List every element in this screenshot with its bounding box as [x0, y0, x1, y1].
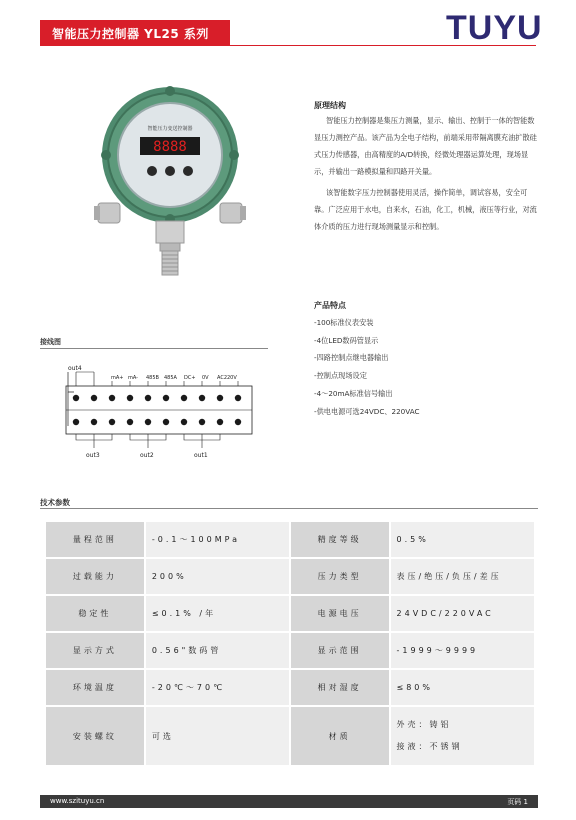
feature-item: -四路控制点继电器输出 — [314, 353, 389, 363]
table-row — [46, 559, 534, 594]
svg-text:485A: 485A — [164, 375, 177, 381]
spec-value: 24VDC/220VAC — [391, 596, 534, 631]
spec-key: 稳定性 — [46, 596, 144, 631]
principle-paragraph-1: 智能压力控制器是集压力测量，显示、输出、控制于一体的智能数显压力测控产品。该产品为全电子结构，前端采用带隔离膜充油扩散硅式压力传感器，由高精度的A/D转换，经微处理器运算处理，现场显示，并输出一路模拟量和四路开关量。 — [314, 116, 537, 176]
page-title: 智能压力控制器 YL25 系列 — [52, 27, 209, 41]
spec-key: 压力类型 — [291, 559, 389, 594]
svg-text:AC220V: AC220V — [217, 375, 237, 381]
spec-key: 显示方式 — [46, 633, 144, 668]
wiring-divider — [40, 348, 268, 349]
spec-key: 显示范围 — [291, 633, 389, 668]
svg-text:485B: 485B — [146, 375, 159, 381]
material-housing: 外壳：铸铝 — [396, 720, 452, 729]
spec-value: 200% — [146, 559, 289, 594]
wiring-title: 接线图 — [40, 338, 61, 346]
spec-key: 相对湿度 — [291, 670, 389, 705]
svg-text:0V: 0V — [202, 375, 209, 381]
svg-text:TUYU: TUYU — [446, 9, 543, 47]
spec-key: 过载能力 — [46, 559, 144, 594]
features-list — [314, 314, 420, 420]
feature-item: -供电电源可选24VDC、220VAC — [314, 406, 420, 416]
spec-value: 0.56"数码管 — [146, 633, 289, 668]
table-row — [46, 522, 534, 557]
spec-value: ≤80% — [391, 670, 534, 705]
page-number: 页码 1 — [507, 798, 528, 806]
spec-value: 可选 — [146, 707, 289, 765]
material-wetted: 接液：不锈钢 — [396, 742, 463, 751]
spec-key: 量程范围 — [46, 522, 144, 557]
footer-bar — [40, 795, 538, 808]
table-row — [46, 670, 534, 705]
feature-item: -4位LED数码管显示 — [314, 335, 379, 345]
wiring-diagram — [60, 360, 260, 470]
spec-key: 材质 — [291, 707, 389, 765]
features-title: 产品特点 — [314, 301, 346, 310]
spec-value: -20℃～70℃ — [146, 670, 289, 705]
spec-value: 0.5% — [391, 522, 534, 557]
svg-text:智能压力变送控制器: 智能压力变送控制器 — [147, 126, 193, 132]
spec-value: -1999～9999 — [391, 633, 534, 668]
specs-table — [44, 520, 536, 767]
svg-text:mA+: mA+ — [111, 375, 124, 381]
device-illustration — [90, 85, 250, 280]
table-row — [46, 633, 534, 668]
out4-label: out4 — [68, 365, 82, 372]
feature-item: -100标准仪表安装 — [314, 318, 374, 327]
spec-value: ≤0.1% /年 — [146, 596, 289, 631]
out3-label: out3 — [86, 452, 100, 459]
spec-key: 精度等级 — [291, 522, 389, 557]
spec-value: 表压/绝压/负压/差压 — [391, 559, 534, 594]
out1-label: out1 — [194, 452, 208, 459]
specs-divider — [40, 508, 538, 509]
spec-key: 安装螺纹 — [46, 707, 144, 765]
table-row — [46, 596, 534, 631]
svg-text:8888: 8888 — [153, 139, 187, 155]
table-row — [46, 707, 534, 765]
feature-item: -4～20mA标准信号输出 — [314, 388, 393, 398]
brand-logo — [444, 6, 564, 48]
spec-value: -0.1～100MPa — [146, 522, 289, 557]
spec-key: 电源电压 — [291, 596, 389, 631]
specs-title: 技术参数 — [40, 498, 70, 507]
principle-paragraph-2: 该智能数字压力控制器使用灵活，操作简单，调试容易，安全可靠。广泛应用于水电，自来水，石油，化工，机械，液压等行业，对流体介质的压力进行现场测量显示和控制。 — [314, 188, 537, 231]
feature-item: -控制点现场设定 — [314, 371, 367, 381]
svg-text:mA-: mA- — [128, 375, 138, 381]
svg-text:DC+: DC+ — [184, 375, 196, 381]
spec-key: 环境温度 — [46, 670, 144, 705]
principle-title: 原理结构 — [314, 101, 346, 110]
out2-label: out2 — [140, 452, 154, 459]
spec-value-material — [391, 707, 534, 765]
footer-url[interactable]: www.szituyu.cn — [50, 797, 105, 805]
